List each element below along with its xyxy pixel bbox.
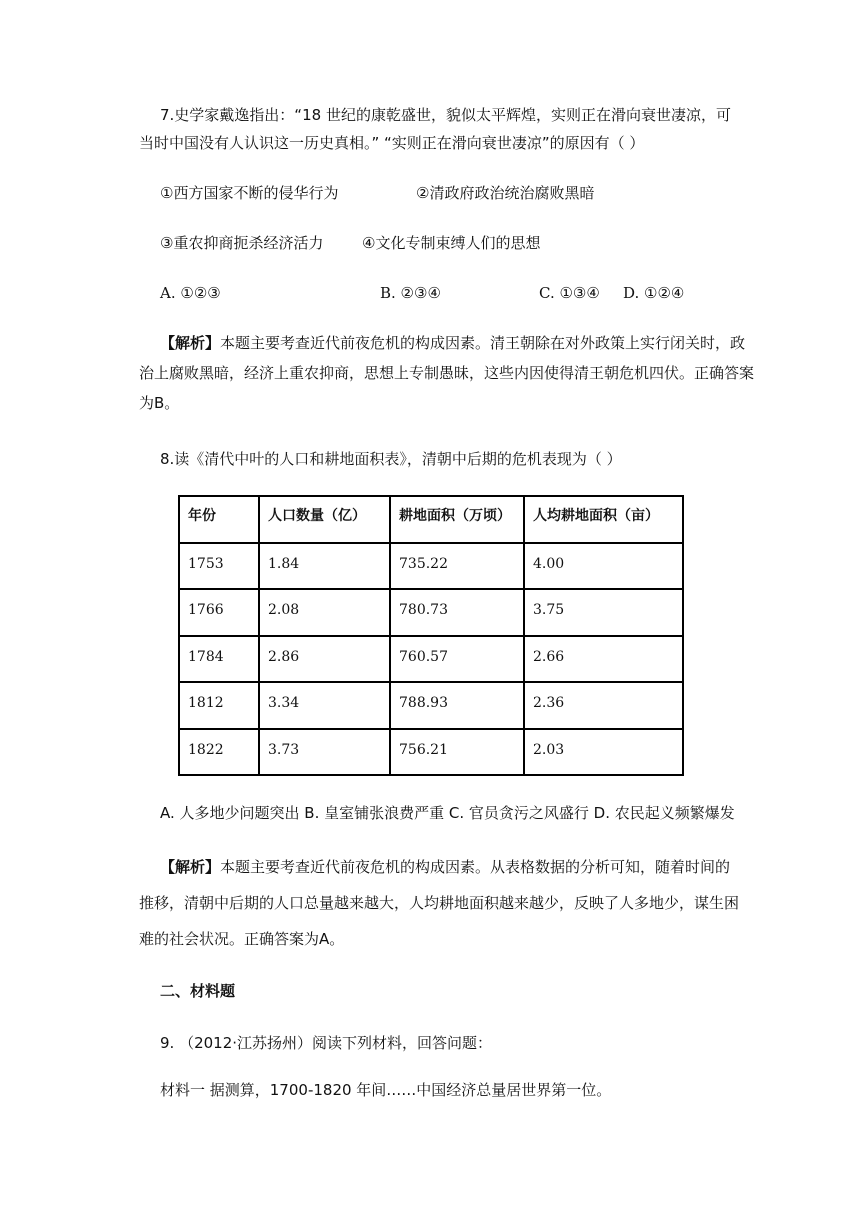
- q8-analysis-line2: 推移，清朝中后期的人口总量越来越大，人均耕地面积越来越少，反映了人多地少，谋生困: [139, 894, 740, 912]
- table-row: [179, 589, 683, 636]
- population-farmland-table: [178, 495, 684, 776]
- table-header-cell: 人口数量（亿）: [259, 496, 390, 543]
- table-row: [179, 682, 683, 729]
- table-header-cell: 耕地面积（万顷）: [390, 496, 524, 543]
- q9-stem: 9. （2012·江苏扬州）阅读下列材料，回答问题：: [160, 1034, 493, 1052]
- table-cell: 4.00: [524, 543, 683, 590]
- q8-analysis-text1: 本题主要考查近代前夜危机的构成因素。从表格数据的分析可知，随着时间的: [220, 858, 731, 876]
- table-row: [179, 636, 683, 683]
- table-cell: 3.73: [259, 729, 390, 776]
- q7-stem-line2: 当时中国没有人认识这一历史真相。” “实则正在滑向衰世凄凉”的原因有（ ）: [139, 134, 645, 152]
- table-cell: 735.22: [390, 543, 524, 590]
- table-cell: 1766: [179, 589, 259, 636]
- table-cell: 760.57: [390, 636, 524, 683]
- table-cell: 788.93: [390, 682, 524, 729]
- table-header-cell: 年份: [179, 496, 259, 543]
- table-cell: 1822: [179, 729, 259, 776]
- q7-item-4: ④文化专制束缚人们的思想: [362, 234, 541, 252]
- table-row: [179, 543, 683, 590]
- table-header-row: [179, 496, 683, 543]
- q7-analysis-text1: 本题主要考查近代前夜危机的构成因素。清王朝除在对外政策上实行闭关时，政: [220, 334, 746, 352]
- table-cell: 1784: [179, 636, 259, 683]
- q8-analysis-line3: 难的社会状况。正确答案为A。: [139, 930, 345, 948]
- table-cell: 3.34: [259, 682, 390, 729]
- q9-material-1: 材料一 据测算，1700-1820 年间……中国经济总量居世界第一位。: [160, 1081, 612, 1099]
- q8-analysis-line1: [160, 855, 730, 879]
- table-cell: 3.75: [524, 589, 683, 636]
- table-cell: 2.66: [524, 636, 683, 683]
- q8-stem: 8.读《清代中叶的人口和耕地面积表》，清朝中后期的危机表现为（ ）: [160, 450, 622, 468]
- table-cell: 780.73: [390, 589, 524, 636]
- table-cell: 1812: [179, 682, 259, 729]
- table-cell: 2.08: [259, 589, 390, 636]
- q7-option-b: B. ②③④: [380, 284, 441, 302]
- q7-analysis-label: 【解析】: [160, 334, 221, 352]
- section-heading: 二、材料题: [160, 982, 236, 1000]
- q7-item-2: ②清政府政治统治腐败黑暗: [416, 184, 595, 202]
- table-cell: 1753: [179, 543, 259, 590]
- table-cell: 1.84: [259, 543, 390, 590]
- table-cell: 2.86: [259, 636, 390, 683]
- table-row: [179, 729, 683, 776]
- q7-item-3: ③重农抑商扼杀经济活力: [160, 234, 324, 252]
- q7-option-a: A. ①②③: [160, 284, 221, 302]
- table-cell: 2.03: [524, 729, 683, 776]
- q7-analysis-line2: 治上腐败黑暗，经济上重农抑商，思想上专制愚昧，这些内因使得清王朝危机四伏。正确答案: [139, 364, 755, 382]
- q7-option-d: D. ①②④: [623, 284, 685, 302]
- q7-stem-line1: 7.史学家戴逸指出：“18 世纪的康乾盛世，貌似太平辉煌，实则正在滑向衰世凄凉，可: [160, 106, 731, 124]
- q7-analysis-line3: 为B。: [139, 394, 180, 412]
- q7-item-1: ①西方国家不断的侵华行为: [160, 184, 339, 202]
- q8-analysis-label: 【解析】: [160, 858, 221, 876]
- table-cell: 2.36: [524, 682, 683, 729]
- q7-option-c: C. ①③④: [539, 284, 600, 302]
- q7-analysis-line1: [160, 331, 745, 355]
- q8-options: A. 人多地少问题突出 B. 皇室铺张浪费严重 C. 官员贪污之风盛行 D. 农民起义频繁爆发: [160, 804, 735, 822]
- table-cell: 756.21: [390, 729, 524, 776]
- table-header-cell: 人均耕地面积（亩）: [524, 496, 683, 543]
